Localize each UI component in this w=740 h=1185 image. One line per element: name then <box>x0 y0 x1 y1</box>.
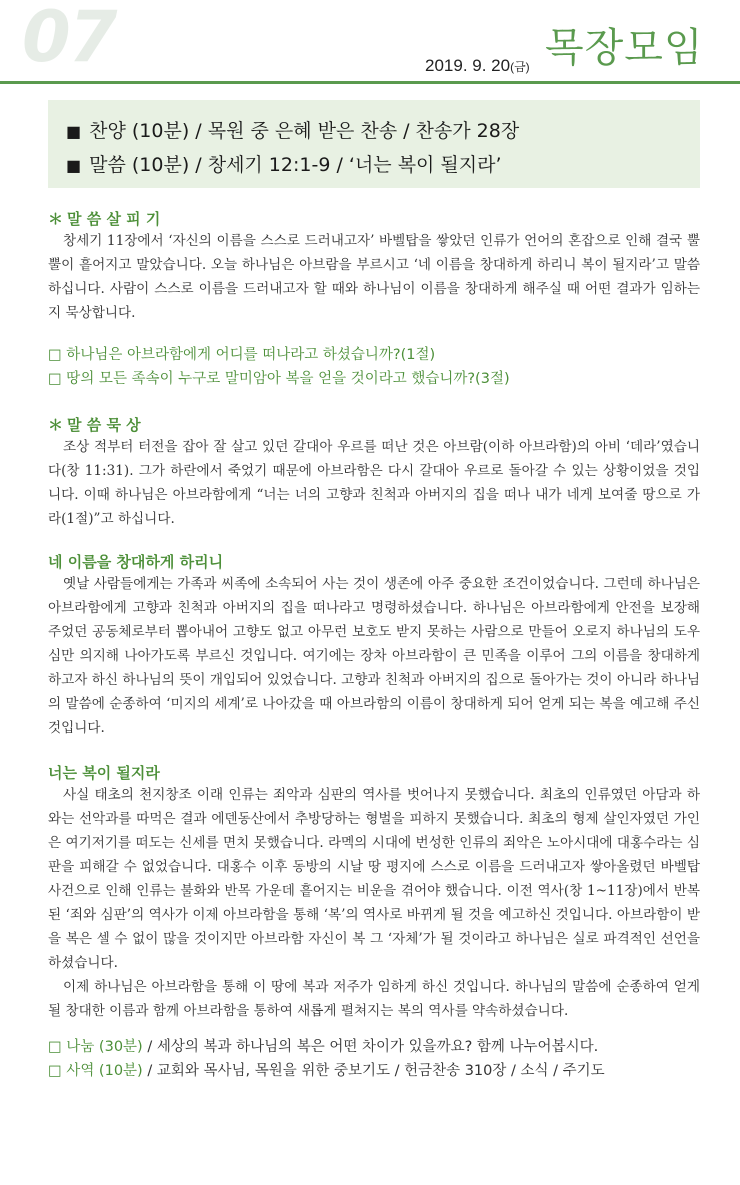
section-body: 창세기 11장에서 ‘자신의 이름을 스스로 드러내고자’ 바벨탑을 쌓았던 인류가 언어의 혼잡으로 인해 결국 뿔뿔이 흩어지고 말았습니다. 오늘 하나님은 아브람을 부르시고 ‘네 이름을 창대하게 하리니 복이 될지라’고 말씀하십니다. 사람이 스스로 이름을 드러내고자 할 때와 하나님이 이름을 창대하게 해주실 때 어떤 결과가 임하는지 묵상합니다. <box>48 233 700 321</box>
summary-box <box>48 100 700 188</box>
question-2: □ 땅의 모든 족속이 누구로 말미암아 복을 얻을 것이라고 했습니까?(3절) <box>48 371 510 387</box>
section-heading: ＊ 말 씀 살 피 기 <box>48 210 161 228</box>
section-heading: ＊ 말 씀 묵 상 <box>48 416 141 434</box>
summary-line-praise <box>66 116 519 143</box>
section-body: 이제 하나님은 아브라함을 통해 이 땅에 복과 저주가 임하게 하신 것입니다. 하나님의 말씀에 순종하여 얻게 될 창대한 이름과 함께 아브라함을 통하여 새롭게 펼쳐지는 복의 역사를 약속하셨습니다. <box>48 979 700 1019</box>
section-great-name <box>48 551 700 740</box>
ministry-line: □ 사역 (10분) / 교회와 목사님, 목원을 위한 중보기도 / 헌금찬송 310장 / 소식 / 주기도 <box>48 1063 605 1079</box>
question-1: □ 하나님은 아브라함에게 어디를 떠나라고 하셨습니까?(1절) <box>48 347 436 363</box>
section-heading: 네 이름을 창대하게 하리니 <box>48 553 224 571</box>
square-bullet-icon: ■ <box>66 156 82 175</box>
section-observe <box>48 208 700 391</box>
section-heading: 너는 복이 될지라 <box>48 764 160 782</box>
summary-line-word <box>66 150 502 177</box>
page-number: 07 <box>22 0 116 78</box>
weekday: (금) <box>510 60 530 74</box>
header-divider <box>0 81 740 84</box>
main-content <box>48 208 700 1083</box>
summary-text: 찬양 (10분) / 목원 중 은혜 받은 찬송 / 찬송가 28장 <box>89 120 520 142</box>
sharing-line: □ 나눔 (30분) / 세상의 복과 하나님의 복은 어떤 차이가 있을까요? 함께 나누어봅시다. <box>48 1039 599 1055</box>
asterisk-icon: ＊ <box>48 416 64 434</box>
section-meditate <box>48 414 700 531</box>
date-value: 2019. 9. 20 <box>425 56 511 75</box>
section-body: 조상 적부터 터전을 잡아 잘 살고 있던 갈대아 우르를 떠난 것은 아브람(이하 아브라함)의 아비 ‘데라’였습니다(창 11:31). 그가 하란에서 죽었기 때문에 아브라함은 다시 갈대아 우르로 돌아갈 수 있는 상황이었을 것입니다. 이때 하나님은 아브라함에게 “너는 너의 고향과 친척과 아버지의 집을 떠나 내가 네게 보여줄 땅으로 가라(1절)”고 하십니다. <box>48 439 700 527</box>
asterisk-icon: ＊ <box>48 210 64 228</box>
meeting-date <box>425 56 530 76</box>
section-body: 사실 태초의 천지창조 이래 인류는 죄악과 심판의 역사를 벗어나지 못했습니다. 최초의 인류였던 아담과 하와는 선악과를 따먹은 결과 에덴동산에서 추방당하는 형벌을 피하지 못했습니다. 최초의 형제 살인자였던 가인은 여기저기를 떠도는 신세를 면치 못했습니다. 라멕의 시대에 번성한 인류의 죄악은 노아시대에 대홍수라는 심판을 피해갈 수 없었습니다. 대홍수 이후 동방의 시날 땅 평지에 스스로 이름을 드러내고자 쌓아올렸던 바벨탑 사건으로 인해 인류는 불화와 반목 가운데 흩어지는 비운을 겪어야 했습니다. 이전 역사(창 1~11장)에서 반복된 ‘죄와 심판’의 역사가 이제 아브라함을 통해 ‘복’의 역사로 바뀌게 될 것을 예고하신 것입니다. 아브라함이 받을 복은 셀 수 없이 많을 것이지만 아브라함 자신이 복 그 ‘자체’가 될 것이라고 하나님은 실로 파격적인 선언을 하셨습니다. <box>48 787 700 971</box>
square-bullet-icon: ■ <box>66 122 82 141</box>
section-body: 옛날 사람들에게는 가족과 씨족에 소속되어 사는 것이 생존에 아주 중요한 조건이었습니다. 그런데 하나님은 아브라함에게 고향과 친척과 아버지의 집을 떠나라고 명령하셨습니다. 하나님은 아브라함에게 안전을 보장해 주었던 공동체로부터 뽑아내어 고향도 없고 아무런 보호도 받지 못하는 사람으로 만들어 오로지 하나님의 도우심만 의지해 나아가도록 부르신 것입니다. 여기에는 장차 아브라함이 큰 민족을 이루어 그의 이름을 창대하게 하고자 하신 하나님의 뜻이 개입되어 있었습니다. 고향과 친척과 아버지의 집으로 돌아가는 것이 아니라 하나님의 말씀에 순종하여 ‘미지의 세계’로 나아갔을 때 아브라함의 이름이 창대하게 되어 얻게 되는 복을 예고해 주신 것입니다. <box>48 576 700 736</box>
closing-section <box>48 1035 700 1083</box>
page-title: 목장모임 <box>545 25 704 71</box>
section-blessing <box>48 762 700 1023</box>
summary-text: 말씀 (10분) / 창세기 12:1-9 / ‘너는 복이 될지라’ <box>89 154 502 176</box>
